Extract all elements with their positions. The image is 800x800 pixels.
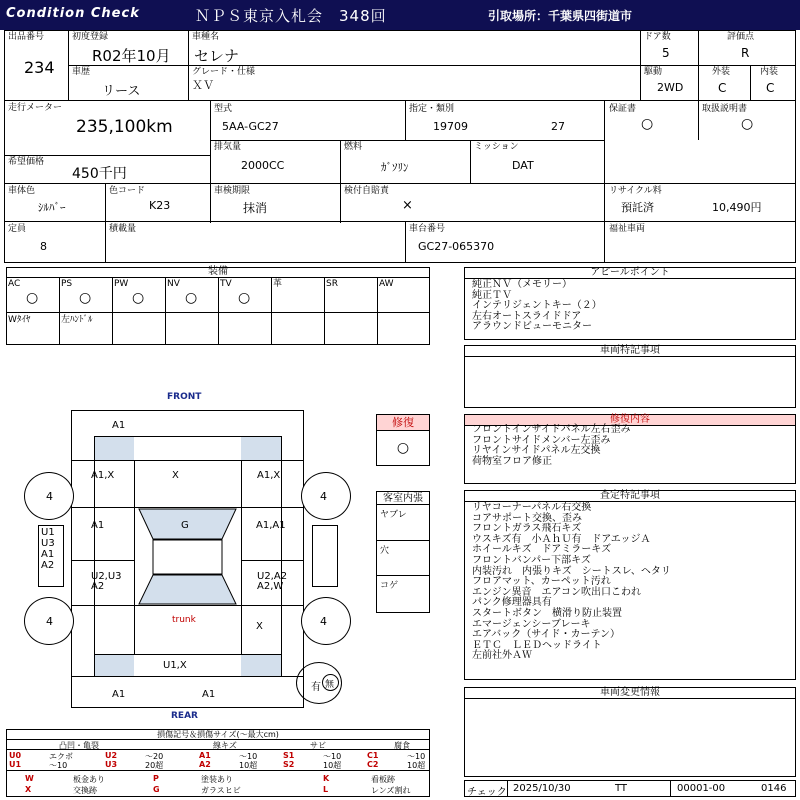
- damage-legend: [6, 729, 430, 797]
- legend-desc: 看板跡: [371, 775, 395, 784]
- repair-history-title: 修復内容: [465, 415, 795, 426]
- fuel: ｶﾞｿﾘﾝ: [381, 161, 409, 174]
- capacity: 8: [40, 240, 47, 253]
- grade-score-label: 評価点: [727, 32, 755, 42]
- legend-code: A2: [199, 760, 211, 769]
- inspection: 抹消: [243, 201, 268, 215]
- mileage: 235,100km: [76, 117, 173, 137]
- first-reg: R02年10月: [92, 47, 171, 65]
- inspector-line: ウスキズ有 小ＡｈＵ有 ドアエッジＡ: [472, 533, 651, 545]
- legend-code: X: [25, 785, 32, 794]
- u3-col: U3: [41, 538, 55, 549]
- capacity-label: 定員: [8, 224, 27, 234]
- damage-u2a2-right: U2,A2: [257, 571, 288, 582]
- front-label: FRONT: [167, 392, 202, 402]
- model: 5AA-GC27: [222, 120, 279, 133]
- appeal-line: インテリジェントキー（２）: [472, 300, 602, 312]
- damage-a1x-right: A1,X: [257, 470, 281, 481]
- damage-a1a1-right: A1,A1: [256, 520, 286, 531]
- drive: 2WD: [657, 81, 684, 94]
- repair-history-line: リヤインサイドパネル左交換: [472, 445, 601, 457]
- displacement: 2000CC: [241, 159, 285, 172]
- right-side-panel: [312, 525, 338, 587]
- legend-head-corrosion: 腐食: [394, 741, 410, 750]
- load-label: 積載量: [109, 224, 137, 234]
- equip-label: TV: [220, 279, 232, 289]
- equip-extra: Wﾀｲﾔ: [8, 315, 31, 325]
- equip-label: NV: [167, 279, 180, 289]
- changes-title: 車両変更情報: [465, 688, 795, 699]
- color: ｼﾙﾊﾞｰ: [38, 201, 66, 214]
- rear-label: REAR: [171, 711, 198, 721]
- equip-label: SR: [326, 279, 338, 289]
- manual-label: 取扱説明書: [702, 104, 748, 114]
- inspector-line: フロントバンパー下部キズ: [472, 554, 591, 566]
- grade-label: グレード・仕様: [192, 67, 256, 77]
- pickup-location: 引取場所：千葉県四街道市: [488, 9, 633, 23]
- legend-code: C2: [367, 760, 379, 769]
- legend-desc: 〜10: [323, 752, 342, 761]
- drive-label: 駆動: [644, 67, 663, 77]
- damage-a1-top: A1: [112, 420, 126, 431]
- check-inspector: TT: [615, 783, 628, 794]
- int-label: 内装: [760, 67, 779, 77]
- history-label: 車歴: [72, 67, 91, 77]
- manual: ○: [741, 116, 754, 132]
- spare-label: 有: [311, 682, 321, 693]
- legend-code: A1: [199, 751, 211, 760]
- equip-mark: ○: [185, 290, 198, 306]
- check-num: 0146: [761, 783, 787, 794]
- self-liability-label: 検付自賠責: [344, 186, 390, 196]
- equip-mark: ○: [132, 290, 145, 306]
- damage-a2-left: A2: [91, 581, 105, 592]
- damage-g-roof: G: [181, 520, 189, 531]
- tire-fl-value: 4: [46, 490, 53, 503]
- equip-label: AW: [379, 279, 394, 289]
- doors: 5: [662, 46, 670, 60]
- legend-desc: ガラスヒビ: [201, 786, 241, 795]
- inspector-line: 内装汚れ 内張りキズ シートスレ、ヘタリ: [472, 565, 671, 577]
- int: C: [766, 81, 775, 95]
- inspector-line: エンジン異音 エアコン吹出口こわれ: [472, 586, 641, 598]
- equip-label: PW: [114, 279, 129, 289]
- cabin-title: 客室内張: [377, 492, 429, 505]
- appeal-title: アピールポイント: [465, 268, 795, 279]
- spare-mark: 無: [325, 680, 335, 690]
- damage-a2w-right: A2,W: [257, 581, 284, 592]
- inspector-line: スタートボタン 横滑り防止装置: [472, 607, 622, 619]
- inspector-notes-title: 査定特記事項: [465, 491, 795, 502]
- inspector-line: ホイールキズ ドアミラーキズ: [472, 544, 612, 556]
- damage-x-hood: X: [172, 470, 179, 481]
- legend-code: L: [323, 785, 329, 794]
- a1-col: A1: [41, 549, 55, 560]
- lot-number-label: 出品番号: [8, 32, 45, 42]
- equip-label: PS: [61, 279, 73, 289]
- cabin-item: 穴: [380, 546, 390, 556]
- designation: 19709: [433, 120, 468, 133]
- first-reg-label: 初度登録: [72, 32, 109, 42]
- warranty: ○: [641, 116, 654, 132]
- check-code: 00001-00: [677, 783, 726, 794]
- mission: DAT: [512, 159, 534, 172]
- displacement-label: 排気量: [214, 142, 242, 152]
- history: リース: [102, 84, 141, 99]
- cabin-item: コゲ: [380, 581, 399, 591]
- recycle-status: 預託済: [621, 201, 654, 214]
- model-label: 型式: [214, 104, 233, 114]
- legend-desc: 〜10: [49, 761, 68, 770]
- grade-score: R: [741, 46, 750, 60]
- legend-head-scratch: 線キズ: [213, 741, 237, 750]
- fuel-label: 燃料: [344, 142, 363, 152]
- color-code-label: 色コード: [109, 186, 146, 196]
- chassis-label: 車台番号: [409, 224, 446, 234]
- check-date: 2025/10/30: [513, 783, 571, 794]
- legend-desc: 10超: [239, 761, 258, 770]
- appeal-line: 純正ＴＶ: [472, 289, 512, 301]
- damage-x-rear-right: X: [256, 621, 263, 632]
- equip-extra: 左ﾊﾝﾄﾞﾙ: [61, 315, 93, 325]
- legend-code: C1: [367, 751, 379, 760]
- recycle-label: リサイクル料: [609, 186, 662, 196]
- appeal-line: アラウンドビューモニター: [472, 321, 592, 333]
- ext-label: 外装: [712, 67, 731, 77]
- legend-desc: 〜10: [239, 752, 258, 761]
- inspector-line: コアサポート交換、歪み: [472, 512, 582, 524]
- a2-col: A2: [41, 560, 55, 571]
- tire-rl-value: 4: [46, 615, 53, 628]
- legend-code: S2: [283, 760, 295, 769]
- inspector-line: エマージェンシーブレーキ: [472, 618, 591, 630]
- mileage-label: 走行メーター: [8, 103, 63, 113]
- repair-title: 修復: [377, 415, 429, 431]
- desired-price: 450千円: [72, 166, 127, 182]
- legend-code: S1: [283, 751, 295, 760]
- equip-mark: ○: [238, 290, 251, 306]
- lot-number: 234: [24, 58, 55, 77]
- repair-history-line: フロントインサイドパネル左右歪み: [472, 424, 631, 435]
- appeal-line: 左右オートスライドドア: [472, 310, 582, 322]
- legend-desc: 板金あり: [73, 775, 105, 784]
- warranty-label: 保証書: [609, 104, 637, 114]
- ext: C: [718, 81, 727, 95]
- car-name-label: 車種名: [192, 32, 220, 42]
- legend-code: K: [323, 774, 330, 783]
- repair-history-line: 荷物室フロア修正: [472, 455, 552, 467]
- color-label: 車体色: [8, 186, 36, 196]
- tire-fr-value: 4: [320, 490, 327, 503]
- legend-desc: 〜20: [145, 752, 164, 761]
- legend-desc: レンズ割れ: [371, 786, 411, 795]
- vehicle-notes-title: 車両特記事項: [465, 346, 795, 357]
- auction-name: ＮＰＳ東京入札会 348回: [195, 7, 387, 25]
- color-code: K23: [149, 199, 171, 212]
- legend-code: G: [153, 785, 160, 794]
- inspector-line: エアバック（サイド・カーテン）: [472, 629, 620, 641]
- u1-col: U1: [41, 527, 55, 538]
- legend-desc: 10超: [323, 761, 342, 770]
- legend-desc: 交換跡: [73, 786, 97, 795]
- legend-head-dent: 凸凹・亀裂: [59, 741, 99, 750]
- equip-label: AC: [8, 279, 21, 289]
- repair-history-line: フロントサイドメンバー左歪み: [472, 434, 611, 446]
- grade: ＸＶ: [192, 79, 214, 92]
- damage-a1-rear-right: A1: [202, 689, 216, 700]
- legend-desc: 10超: [407, 761, 426, 770]
- header-title: Condition Check: [6, 6, 140, 21]
- repair-mark: ○: [396, 440, 410, 456]
- legend-code: U1: [9, 760, 22, 769]
- legend-desc: 20超: [145, 761, 164, 770]
- legend-code: P: [153, 774, 159, 783]
- inspector-line: フロントガラス飛石キズ: [472, 523, 582, 535]
- desired-label: 希望価格: [8, 157, 45, 167]
- appeal-line: 純正ＮＶ（メモリー）: [472, 279, 572, 290]
- legend-desc: エクボ: [49, 752, 73, 761]
- inspector-line: 左前社外ＡＷ: [472, 650, 532, 662]
- chassis: GC27-065370: [418, 240, 495, 253]
- mission-label: ミッション: [474, 142, 519, 152]
- damage-u2u3-left: U2,U3: [91, 571, 122, 582]
- damage-a1x-left: A1,X: [91, 470, 115, 481]
- doors-label: ドア数: [644, 32, 671, 42]
- inspector-line: パンク修理器具有: [472, 597, 552, 609]
- equipment-title: 装備: [6, 267, 430, 278]
- tire-rr-value: 4: [320, 615, 327, 628]
- check-label: チェック: [467, 787, 507, 798]
- inspector-line: フロアマット、カーペット汚れ: [472, 576, 611, 588]
- self-liability: ×: [402, 198, 413, 213]
- inspection-label: 車検期限: [214, 186, 251, 196]
- legend-code: U0: [9, 751, 22, 760]
- inspector-line: リヤコーナーパネル右交換: [472, 502, 592, 513]
- recycle-amount: 10,490円: [712, 201, 762, 214]
- inspector-line: ＥＴＣ ＬＥＤヘッドライト: [472, 639, 602, 651]
- legend-code: U2: [105, 751, 118, 760]
- equip-mark: ○: [79, 290, 92, 306]
- legend-code: U3: [105, 760, 118, 769]
- legend-desc: 〜10: [407, 752, 426, 761]
- designation-label: 指定・類別: [409, 104, 455, 114]
- damage-u1x-rear: U1,X: [163, 660, 187, 671]
- legend-title: 損傷記号＆損傷サイズ(〜最大cm): [7, 730, 429, 740]
- damage-a1-rear-left: A1: [112, 689, 126, 700]
- equip-mark: ○: [26, 290, 39, 306]
- car-name: セレナ: [194, 47, 240, 65]
- category: 27: [551, 120, 565, 133]
- legend-desc: 塗装あり: [201, 775, 233, 784]
- damage-a1-left-door: A1: [91, 520, 105, 531]
- equip-label: 革: [273, 279, 283, 289]
- legend-head-rust: サビ: [310, 741, 326, 750]
- cabin-item: ヤブレ: [380, 510, 407, 520]
- trunk-label: trunk: [172, 615, 196, 625]
- welfare-label: 福祉車両: [609, 224, 646, 234]
- legend-code: W: [25, 774, 34, 783]
